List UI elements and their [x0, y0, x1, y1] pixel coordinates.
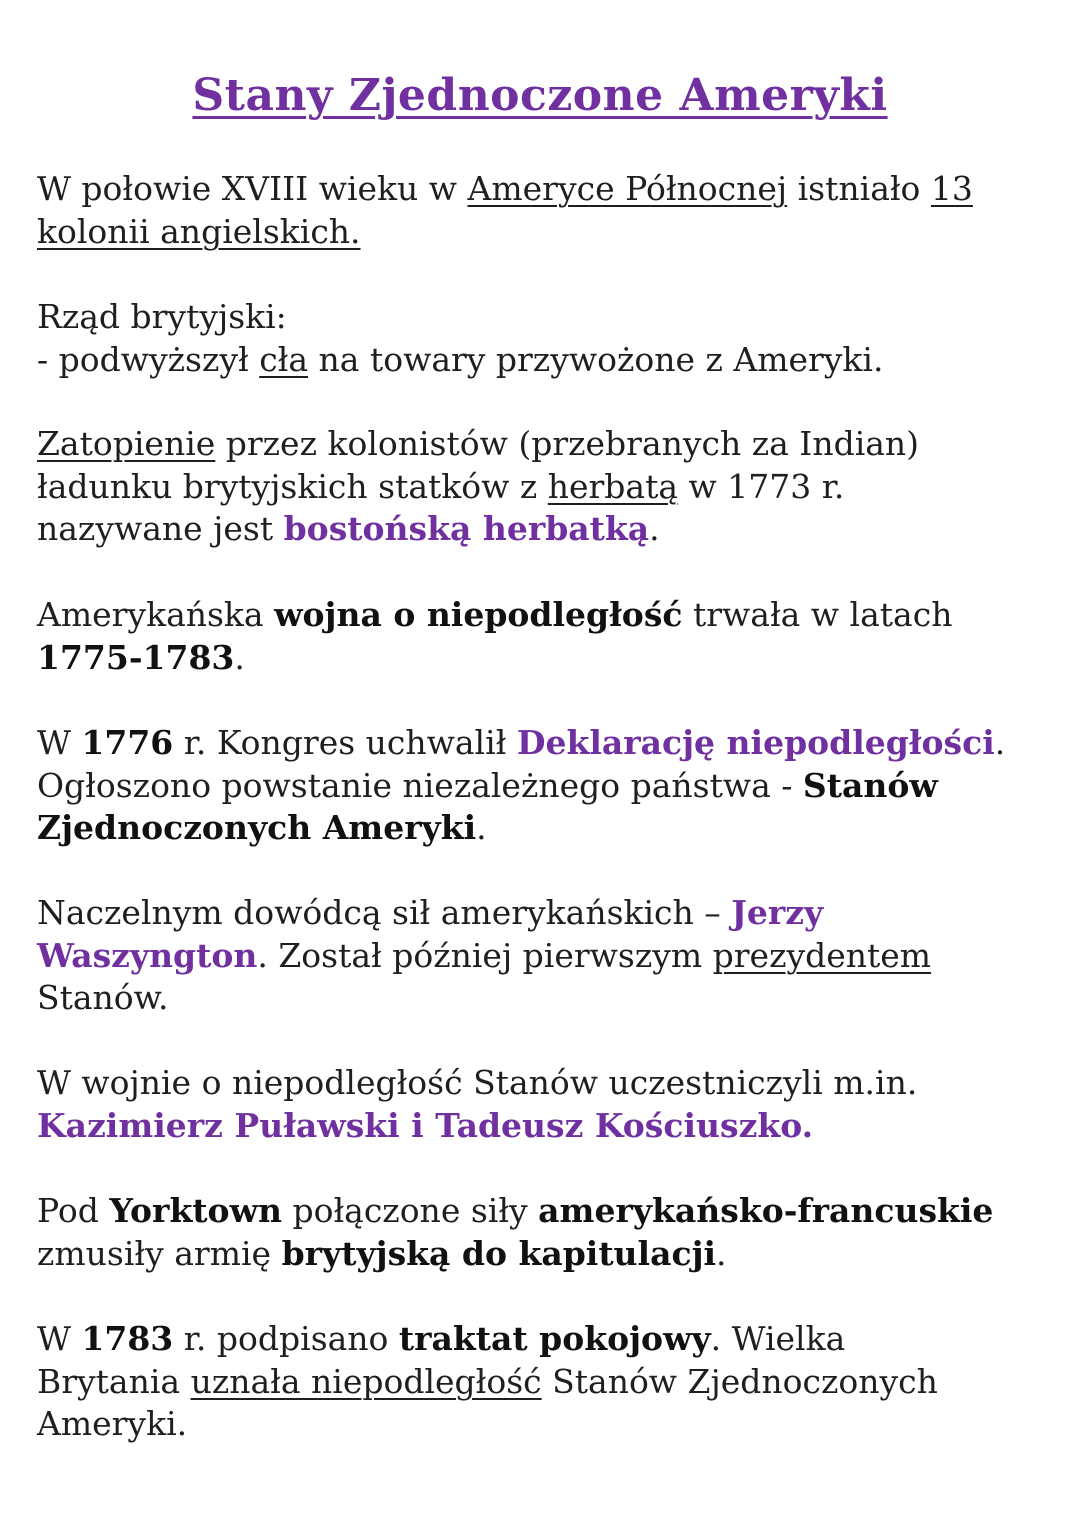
paragraph-declaration: W 1776 r. Kongres uchwalił Deklarację niepodległości. Ogłoszono powstanie niezależnego państwa - Stanów Zjednoczonych Ameryki. [37, 723, 1006, 847]
paragraph-yorktown: Pod Yorktown połączone siły amerykańsko-francuskie zmusiły armię brytyjską do kapitulacji. [37, 1191, 994, 1273]
paragraph-boston-tea-party: Zatopienie przez kolonistów (przebranych za Indian) ładunku brytyjskich statków z herbatą w 1773 r. nazywane jest bostońską herbatką. [37, 424, 920, 548]
paragraph-war-of-independence: Amerykańska wojna o niepodległość trwała w latach 1775-1783. [37, 595, 953, 677]
paragraph-british-government: Rząd brytyjski: - podwyższył cła na towary przywożone z Ameryki. [37, 297, 884, 379]
paragraph-washington: Naczelnym dowódcą sił amerykańskich – Jerzy Waszyngton. Został później pierwszym prezydentem Stanów. [37, 893, 932, 1017]
paragraph-peace-treaty: W 1783 r. podpisano traktat pokojowy. Wielka Brytania uznała niepodległość Stanów Zjednoczonych Ameryki. [37, 1319, 938, 1443]
title-text: Stany Zjednoczone Ameryki [192, 70, 888, 121]
paragraph-colonies: W połowie XVIII wieku w Ameryce Północnej istniało 13 kolonii angielskich. [37, 169, 973, 251]
paragraph-polish-participants: W wojnie o niepodległość Stanów uczestniczyli m.in. Kazimierz Puławski i Tadeusz Kościuszko. [37, 1063, 918, 1145]
page-title [0, 66, 1080, 126]
